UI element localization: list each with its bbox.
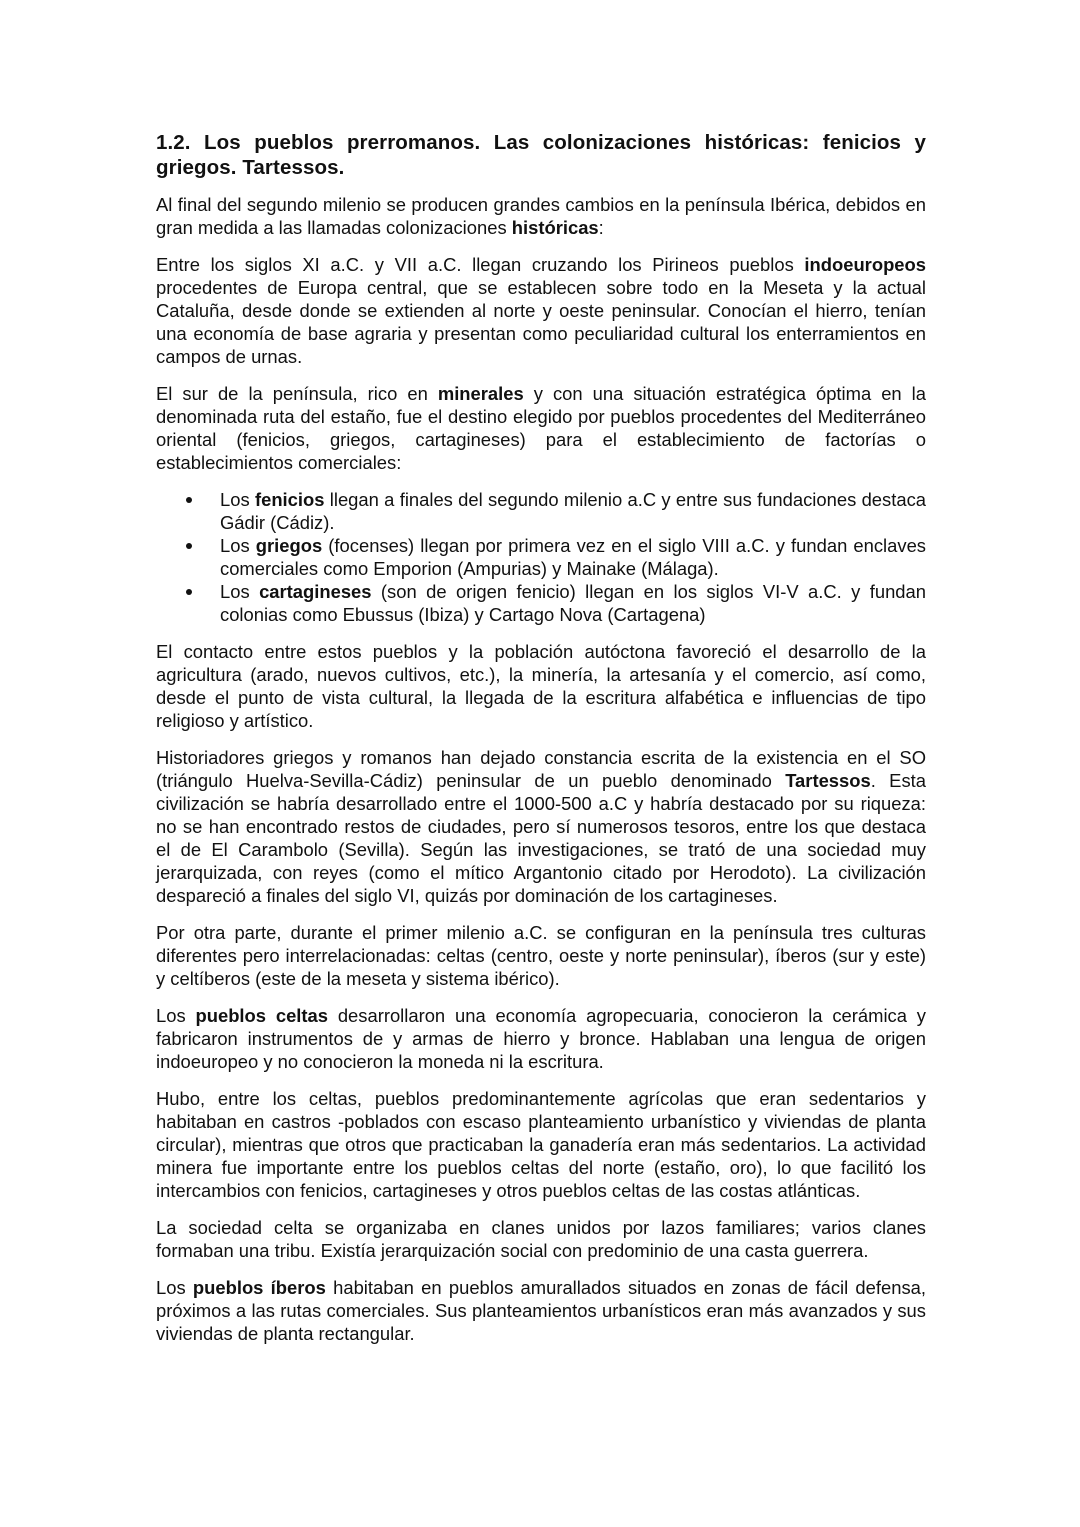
bold-term: cartagineses xyxy=(259,581,372,602)
bold-term: pueblos íberos xyxy=(192,1277,326,1298)
bold-term: minerales xyxy=(437,383,524,404)
list-item-fenicios xyxy=(156,488,926,534)
paragraph-celtas xyxy=(156,1004,926,1073)
bold-term: Tartessos xyxy=(785,770,871,791)
paragraph-celtas-economia xyxy=(156,1087,926,1202)
list-item-text xyxy=(220,535,926,579)
text-run: (focenses) llegan por primera vez en el siglo VIII a.C. y fundan enclaves comerciales como Emporion (Ampurias) y Mainake (Málaga). xyxy=(220,535,926,579)
paragraph-iberos xyxy=(156,1276,926,1345)
text-run: Los xyxy=(220,489,255,510)
text-run: Los xyxy=(156,1005,196,1026)
document-page xyxy=(156,130,926,1359)
bold-term: indoeuropeos xyxy=(804,254,926,275)
text-run: (son de origen fenicio) llegan en los siglos VI-V a.C. y fundan colonias como Ebussus (Ibiza) y Cartago Nova (Cartagena) xyxy=(220,581,926,625)
list-item-text xyxy=(220,581,926,625)
paragraph-intro xyxy=(156,193,926,239)
text-run: Entre los siglos XI a.C. y VII a.C. llegan cruzando los Pirineos pueblos xyxy=(156,254,805,275)
list-item-cartagineses xyxy=(156,580,926,626)
text-run: Hubo, entre los celtas, pueblos predominantemente agrícolas que eran sedentarios y habitaban en castros -poblados con escaso planteamiento urbanístico y viviendas de planta circular), mientras que otros que practicaban la ganadería eran más sedentarios. La actividad minera fue importante entre los pueblos celtas del norte (estaño, oro), lo que facilitó los intercambios con fenicios, cartagineses y otros pueblos celtas de las costas atlánticas. xyxy=(156,1088,926,1201)
paragraph-colonizaciones xyxy=(156,382,926,474)
bold-term: fenicios xyxy=(254,489,325,510)
text-run: Los xyxy=(220,535,256,556)
paragraph-tartessos xyxy=(156,746,926,907)
list-item-text xyxy=(220,489,926,533)
text-run: Historiadores griegos y romanos han dejado constancia escrita de la existencia en el SO (triángulo Huelva-Sevilla-Cádiz) peninsular de un pueblo denominado xyxy=(156,747,926,791)
text-run: El sur de la península, rico en xyxy=(156,383,438,404)
bold-term: históricas xyxy=(511,217,599,238)
text-run: Los xyxy=(156,1277,193,1298)
text-run: . Esta civilización se habría desarrollado entre el 1000-500 a.C y habría destacado por su riqueza: no se han encontrado restos de ciudades, pero sí numerosos tesoros, entre los que destaca el de El Carambolo (Sevilla). Según las investigaciones, se trató de una sociedad muy jerarquizada, con reyes (como el mítico Argantonio citado por Herodoto). La civilización despareció a finales del siglo VI, quizás por dominación de los cartagineses. xyxy=(156,770,926,906)
colonizers-list xyxy=(156,488,926,626)
bullet-icon xyxy=(186,589,192,595)
list-item-griegos xyxy=(156,534,926,580)
section-title: 1.2. Los pueblos prerromanos. Las colonizaciones históricas: fenicios y griegos. Tartessos. xyxy=(156,131,926,179)
text-run: Los xyxy=(220,581,260,602)
text-run: desarrollaron una economía agropecuaria, conocieron la cerámica y fabricaron instrumentos de y armas de hierro y bronce. Hablaban una lengua de origen indoeuropeo y no conocieron la moneda ni la escritura. xyxy=(156,1005,926,1072)
bullet-icon xyxy=(186,543,192,549)
text-run: La sociedad celta se organizaba en clanes unidos por lazos familiares; varios clanes formaban una tribu. Existía jerarquización social con predominio de una casta guerrera. xyxy=(156,1217,926,1261)
bold-term: griegos xyxy=(255,535,323,556)
text-run: procedentes de Europa central, que se establecen sobre todo en la Meseta y la actual Cataluña, desde donde se extienden al norte y oeste peninsular. Conocían el hierro, tenían una economía de base agraria y presentan como peculiaridad cultural los enterramientos en campos de urnas. xyxy=(156,277,926,367)
bullet-icon xyxy=(186,497,192,503)
paragraph-contacto xyxy=(156,640,926,732)
text-run: Al final del segundo milenio se producen grandes cambios en la península Ibérica, debidos en gran medida a las llamadas colonizaciones xyxy=(156,194,926,238)
text-run: y con una situación estratégica óptima en la denominada ruta del estaño, fue el destino elegido por pueblos procedentes del Mediterráneo oriental (fenicios, griegos, cartagineses) para el establecimiento de factorías o establecimientos comerciales: xyxy=(156,383,926,473)
paragraph-tres-culturas xyxy=(156,921,926,990)
paragraph-sociedad-celta xyxy=(156,1216,926,1262)
text-run: El contacto entre estos pueblos y la población autóctona favoreció el desarrollo de la agricultura (arado, nuevos cultivos, etc.), la minería, la artesanía y el comercio, así como, desde el punto de vista cultural, la llegada de la escritura alfabética e influencias de tipo religioso y artístico. xyxy=(156,641,926,731)
text-run: : xyxy=(598,217,604,238)
paragraph-indoeuropeos xyxy=(156,253,926,368)
text-run: llegan a finales del segundo milenio a.C y entre sus fundaciones destaca Gádir (Cádiz). xyxy=(220,489,926,533)
text-run: habitaban en pueblos amurallados situados en zonas de fácil defensa, próximos a las rutas comerciales. Sus planteamientos urbanísticos eran más avanzados y sus viviendas de planta rectangular. xyxy=(156,1277,926,1344)
bold-term: pueblos celtas xyxy=(195,1005,328,1026)
text-run: Por otra parte, durante el primer milenio a.C. se configuran en la península tres culturas diferentes pero interrelacionadas: celtas (centro, oeste y norte peninsular), íberos (sur y este) y celtíberos (este de la meseta y sistema ibérico). xyxy=(156,922,926,989)
